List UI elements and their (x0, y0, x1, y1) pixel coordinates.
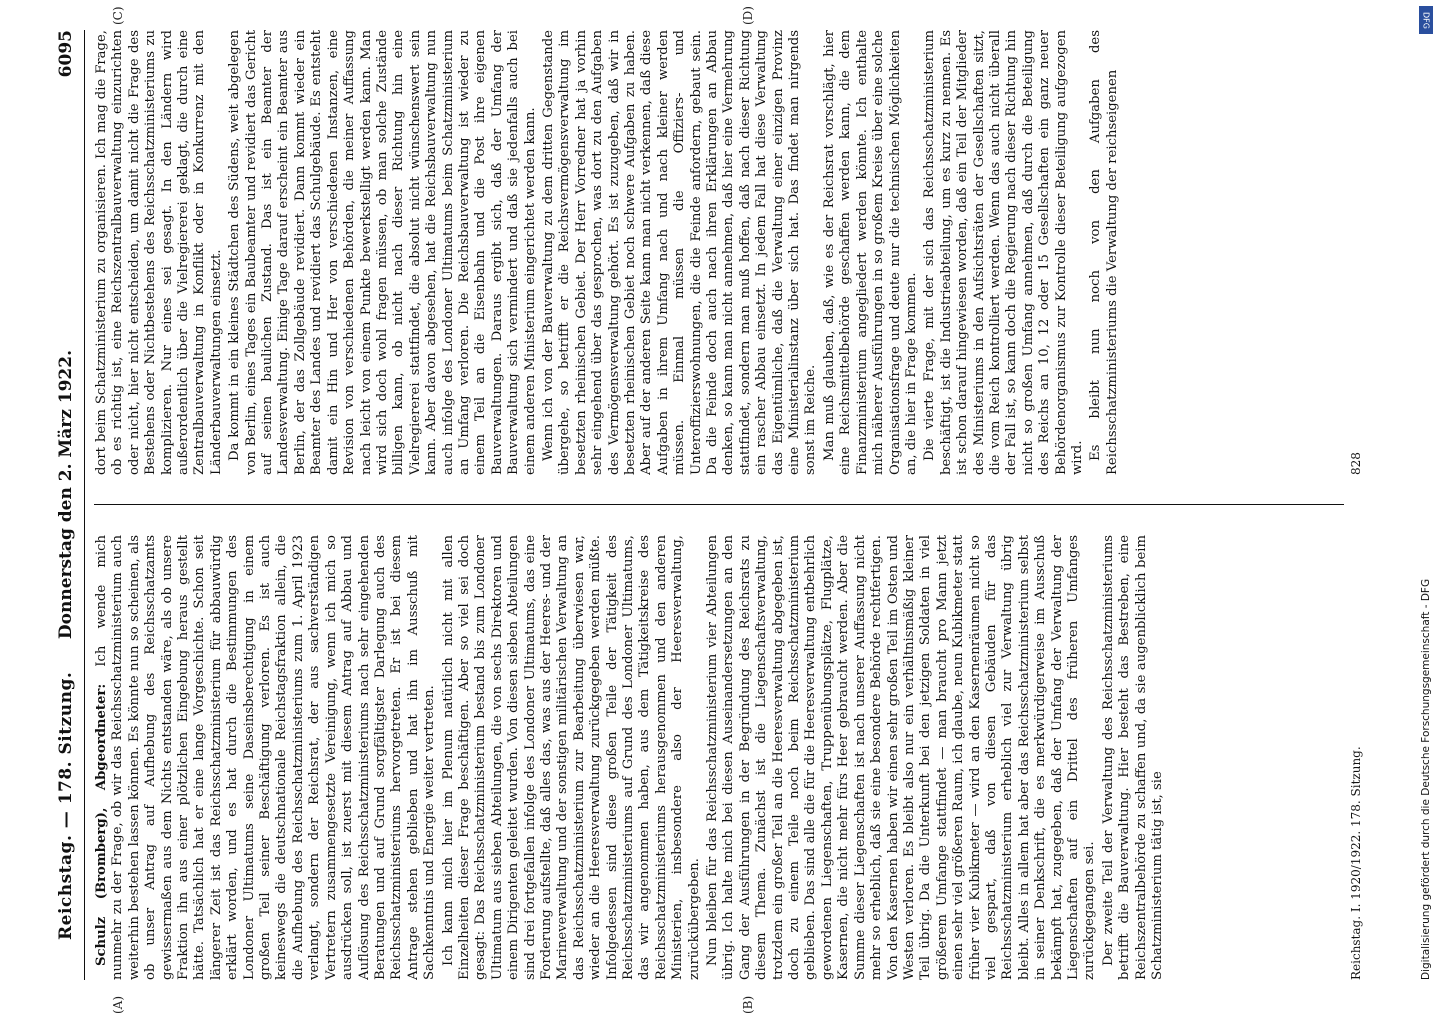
dfg-logo: DFG (1419, 6, 1433, 34)
footer-signature-number: 828 (1349, 452, 1363, 475)
paragraph (94, 535, 439, 980)
margin-mark-c: (C) (111, 6, 125, 25)
page-number: 6095 (56, 30, 76, 78)
paragraph: Da kommt in ein kleines Städtchen des Südens, weit abgelegen von Berlin, eines Tages ein Baubeamter und revidiert das Gericht auf seinen baulichen Zustand. Das ist ein Beamter der Landesverwaltung. Einige Tage darauf erscheint ein Beamter aus Berlin, der das Zollgebäude revidiert. Dann kommt wieder ein Beamter des Landes und revidiert das Schulgebäude. Es entsteht damit ein Hin und Her von verschiedenen Instanzen, eine Revision von verschiedenen Behörden, die meiner Auffassung nach leicht von einem Punkte bewerkstelligt werden kann. Man wird sich doch wohl fragen müssen, ob man solche Zustände billigen kann, ob nicht nach dieser Richtung hin eine Vielregiererei stattfindet, die absolut nicht wünschenswert sein kann. Aber davon abgesehen, hat die Reichsbauverwaltung nun auch infolge des Londoner Ultimatums beim Schatzministerium an Umfang verloren. Die Reichsbauverwaltung ist wieder zu einem Teil an die Eisenbahn und die Post ihre eigenen Bauverwaltungen. Daraus ergibt sich, daß der Umfang der Bauverwaltung sich vermindert und daß sie jedenfalls auch bei einem anderen Ministerium eingerichtet werden kann. (227, 30, 538, 475)
left-column (94, 535, 1344, 980)
newspaper-page (50, 6, 1370, 1014)
right-column (94, 30, 1344, 475)
paragraph-text: Ich wende mich nunmehr zu der Frage, ob wir das Reichsschatzministerium auch weiterhin bestehen lassen können. Es könnte nun so scheinen, als ob unser Antrag auf Aufhebung des Reichsschatzamts gewissermaßen aus dem Nichts entstanden wäre, als ob unsere Fraktion ihn aus einer plötzlichen Eingebung heraus gestellt hätte. Tatsächlich hat er eine lange Vorgeschichte. Schon seit längerer Zeit ist das Reichsschatzministerium für abbauwürdig erklärt worden, und es hat durch die Bestimmungen des Londoner Ultimatums seine Daseinsberechtigung in einem großen Teil seiner Beschäftigung verloren. Es ist auch keineswegs die deutschnationale Reichstagsfraktion allein, die die Aufhebung des Reichsschatzministeriums zum 1. April 1923 verlangt, sondern der Reichsrat, der aus sachverständigen Vertretern zusammengesetzte Vereinigung, wenn ich mich so ausdrücken soll, ist zuerst mit diesem Antrag auf Abbau und Auflösung des Reichsschatzministeriums nach sehr eingehenden Beratungen und auf Grund sorgfältigster Darlegung auch des Reichsschatzministeriums hervorgetreten. Er ist bei diesem Antrage stehen geblieben und hat ihn im Ausschuß mit Sachkenntnis und Energie weiter vertreten. (94, 535, 438, 980)
paragraph: Die vierte Frage, mit der sich das Reichsschatzministerium beschäftigt, ist die Industrieabteilung, um es kurz zu nennen. Es ist schon darauf hingewiesen worden, daß ein Teil der Mitglieder des Ministeriums in den Aufsichtsräten der Gesellschaften sitzt, die vom Reich kontrolliert werden. Wenn das auch nicht überall der Fall ist, so kann doch die Regierung nach dieser Richtung hin nicht so großen Umfang annehmen, daß durch die Beteiligung des Reichs an 10, 12 oder 15 Gesellschaften ein ganz neuer Behördenorganismus zur Kontrolle dieser Beteiligung aufgezogen wird. (922, 30, 1085, 475)
paragraph: Wenn ich von der Bauverwaltung zu dem dritten Gegenstande übergehe, so betrifft er die Reichsvermögensverwaltung im besetzten rheinischen Gebiet. Der Herr Vorredner hat ja vorhin sehr eingehend über das gesprochen, was dort zu den Aufgaben des Vermögensverwaltung gehört. Es ist zuzugeben, daß wir in besetzten rheinischen Gebiet noch schwere Aufgaben zu haben. Aber auf der anderen Seite kann man nicht verkennen, daß diese Aufgaben in ihrem Umfang nach und nach kleiner werden müssen. Einmal müssen die Offiziers- und Unteroffizierswohnungen, die die Feinde anfordern, gebaut sein. Da die Feinde doch auch nach ihren Erklärungen an Abbau denken, so kann man nicht annehmen, daß hier eine Vermehrung stattfindet, sondern man muß hoffen, daß nach dieser Richtung ein rascher Abbau einsetzt. In jedem Fall hat diese Verwaltung das Eigentümliche, daß die Verwaltung einer einzigen Provinz eine Ministerialinstanz über sich hat. Das findet man nirgends sonst im Reiche. (540, 30, 819, 475)
page-header (50, 30, 82, 980)
footer-source: Reichstag. I. 1920/1922. 178. Sitzung. (1349, 746, 1363, 980)
header-session: Reichstag. — 178. Sitzung. (56, 671, 76, 940)
paragraph: Ich kann mich hier im Plenum natürlich nicht mit allen Einzelheiten dieser Frage beschäftigen. Aber so viel sei doch gesagt: Das Reichsschatzministerium bestand bis zum Londoner Ultimatum aus sieben Abteilungen, die von sechs Direktoren und einem Dirigenten geleitet wurden. Von diesen sieben Abteilungen sind drei fortgefallen infolge des Londoner Ultimatums, das eine Forderung aufstellte, daß alles das, was aus der Heeres- und der Marineverwaltung und der sonstigen militärischen Verwaltung an das Reichsschatzministerium zur Bearbeitung überwiesen war, wieder an die Heeresverwaltung zurückgegeben werden müßte. Infolgedessen sind diese großen Teile der Tätigkeit des Reichsschatzministeriums auf Grund des Londoner Ultimatums, das wir angenommen haben, aus dem Tätigkeitskreise des Reichsschatzministeriums herausgenommen und den anderen Ministerien, insbesondere also der Heeresverwaltung, zurückübergeben. (440, 535, 702, 980)
header-rule (84, 30, 85, 980)
digitization-sidebar (1404, 40, 1432, 980)
paragraph: Man muß glauben, daß, wie es der Reichsrat vorschlägt, hier eine Reichsmittelbehörde geschaffen werden kann, die dem Finanzministerium angegliedert werden könnte. Ich enthalte mich näherer Ausführungen in so großem Kreise über eine solche Organisationsfrage und deute nur die technischen Möglichkeiten an, die hier in Frage kommen. (821, 30, 919, 475)
dfg-credit-text: Digitalisierung gefördert durch die Deutsche Forschungsgemeinschaft - DFG (1420, 578, 1432, 980)
margin-mark-d: (D) (741, 6, 755, 25)
margin-mark-b: (B) (741, 995, 755, 1014)
paragraph: Nun bleiben für das Reichsschatzministerium vier Abteilungen übrig. Ich halte mich bei diesen Auseinandersetzungen an den Gang der Ausführungen in der Begründung des Reichsrats zu diesem Thema. Zunächst ist die Liegenschaftsverwaltung, trotzdem ein großer Teil an die Heeresverwaltung abgegeben ist, doch zu einem Teile noch beim Reichsschatzministerium geblieben. Das sind alle die für die Heeresverwaltung entbehrlich gewordenen Liegenschaften, Truppenübungsplätze, Flugplätze, Kasernen, die nicht mehr fürs Heer gebraucht werden. Aber die Summe dieser Liegenschaften ist nach unserer Auffassung nicht mehr so erheblich, daß sie eine besondere Behörde rechtfertigen. Von den Kasernen haben wir einen sehr großen Teil im Osten und Westen verloren. Es bleibt also nur ein verhältnismäßig kleiner Teil übrig. Da die Unterkunft bei den jetzigen Soldaten in viel größerem Umfange stattfindet — man braucht pro Mann jetzt einen sehr viel größeren Raum, ich glaube, neun Kubikmeter statt früher vier Kubikmeter — wird an den Kasernenräumen nicht so viel gespart, daß von diesen Gebäuden für das Reichsschatzministerium erheblich viel zur Verwaltung übrig bleibt. Alles in allem hat aber das Reichsschatzministerium selbst in seiner Denkschrift, die es merkwürdigerweise im Ausschuß bekämpft hat, zugegeben, daß der Umfang der Verwaltung der Liegenschaften auf ein Drittel des früheren Umfanges zurückgegangen sei. (705, 535, 1098, 980)
header-date: Donnerstag den 2. März 1922. (56, 350, 76, 640)
column-divider (94, 504, 1344, 505)
paragraph: Der zweite Teil der Verwaltung des Reichsschatzministeriums betrifft die Bauverwaltung. Hier besteht das Bestreben, eine Reichszentralbehörde zu schaffen und, da sie augenblicklich beim Schatzministerium tätig ist, sie (1100, 535, 1165, 980)
speaker-name: Schulz (Bromberg), Abgeordneter: (94, 683, 109, 966)
paragraph: dort beim Schatzministerium zu organisieren. Ich mag die Frage, ob es richtig ist, eine Reichszentralbauverwaltung einzurichten oder nicht, hier nicht entscheiden, um damit nicht die Frage des Bestehens oder Nichtbestehens des Reichsschatzministeriums zu komplizieren. Nur eines sei gesagt. In den Ländern wird außerordentlich über die Vielregiererei geklagt, die durch eine Zentralbauverwaltung in Konflikt oder in Konkurrenz mit den Länderbauverwaltungen einsetzt. (94, 30, 224, 475)
paragraph: Es bleibt nun noch von den Aufgaben des Reichsschatzministeriums die Verwaltung der reichseigenen (1088, 30, 1120, 475)
margin-mark-a: (A) (111, 995, 125, 1014)
